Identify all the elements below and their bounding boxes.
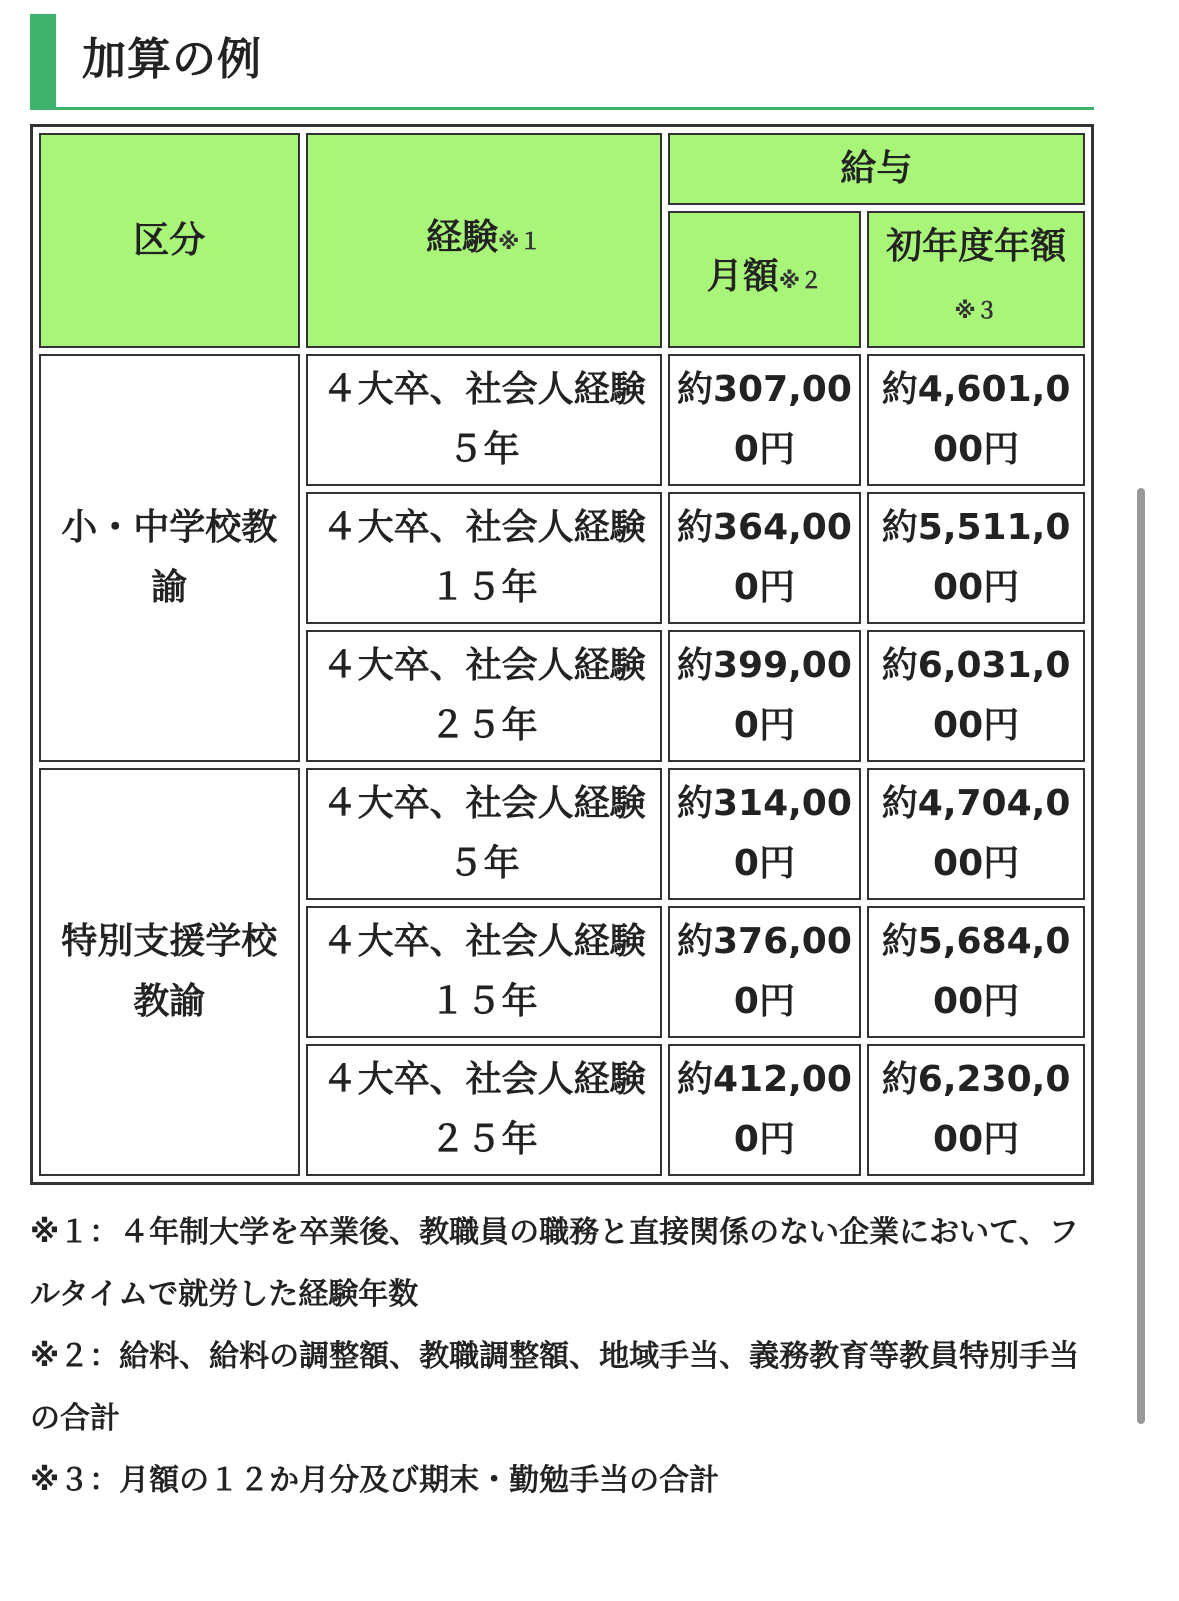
- header-experience-label: 経験: [425, 217, 498, 258]
- annual-cell: 約4,704,000円: [867, 768, 1085, 900]
- annual-cell: 約5,511,000円: [867, 492, 1085, 624]
- table-row: [39, 354, 1085, 486]
- annual-cell: 約4,601,000円: [867, 354, 1085, 486]
- section-title: 加算の例: [82, 34, 262, 85]
- footnote-3: ※３：月額の１２か月分及び期末・勤勉手当の合計: [30, 1463, 720, 1498]
- monthly-cell: 約307,000円: [668, 354, 861, 486]
- header-experience-note: ※１: [497, 230, 542, 255]
- section-heading: [30, 8, 1094, 110]
- monthly-cell: 約376,000円: [668, 906, 861, 1038]
- experience-cell: ４大卒、社会人経験５年: [306, 354, 662, 486]
- annual-cell: 約6,230,000円: [867, 1044, 1085, 1176]
- header-monthly: [668, 211, 861, 348]
- header-salary: [668, 133, 1085, 205]
- heading-accent-bar: [30, 14, 56, 110]
- salary-table: [30, 124, 1094, 1185]
- experience-cell: ４大卒、社会人経験１５年: [306, 492, 662, 624]
- header-salary-label: 給与: [840, 148, 913, 189]
- annual-cell: 約6,031,000円: [867, 630, 1085, 762]
- monthly-cell: 約412,000円: [668, 1044, 861, 1176]
- header-annual-label: 初年度年額: [886, 226, 1067, 267]
- header-experience: [306, 133, 662, 348]
- scrollbar[interactable]: [1137, 488, 1145, 1424]
- experience-cell: ４大卒、社会人経験２５年: [306, 630, 662, 762]
- category-cell: 小・中学校教諭: [39, 354, 300, 762]
- annual-cell: 約5,684,000円: [867, 906, 1085, 1038]
- footnote-1: ※１：４年制大学を卒業後、教職員の職務と直接関係のない企業において、フルタイムで就労した経験年数: [30, 1215, 1079, 1312]
- monthly-cell: 約399,000円: [668, 630, 861, 762]
- monthly-cell: 約364,000円: [668, 492, 861, 624]
- category-cell: 特別支援学校教諭: [39, 768, 300, 1176]
- experience-cell: ４大卒、社会人経験２５年: [306, 1044, 662, 1176]
- monthly-cell: 約314,000円: [668, 768, 861, 900]
- table-row: [39, 768, 1085, 900]
- header-annual: [867, 211, 1085, 348]
- header-kubun-label: 区分: [133, 219, 206, 261]
- footnotes: [30, 1202, 1094, 1512]
- experience-cell: ４大卒、社会人経験５年: [306, 768, 662, 900]
- header-monthly-label: 月額: [706, 256, 779, 297]
- header-annual-note: ※３: [954, 299, 998, 324]
- experience-cell: ４大卒、社会人経験１５年: [306, 906, 662, 1038]
- footnote-2: ※２：給料、給料の調整額、教職調整額、地域手当、義務教育等教員特別手当の合計: [30, 1339, 1080, 1436]
- header-monthly-note: ※２: [778, 269, 823, 294]
- header-kubun: [39, 133, 300, 348]
